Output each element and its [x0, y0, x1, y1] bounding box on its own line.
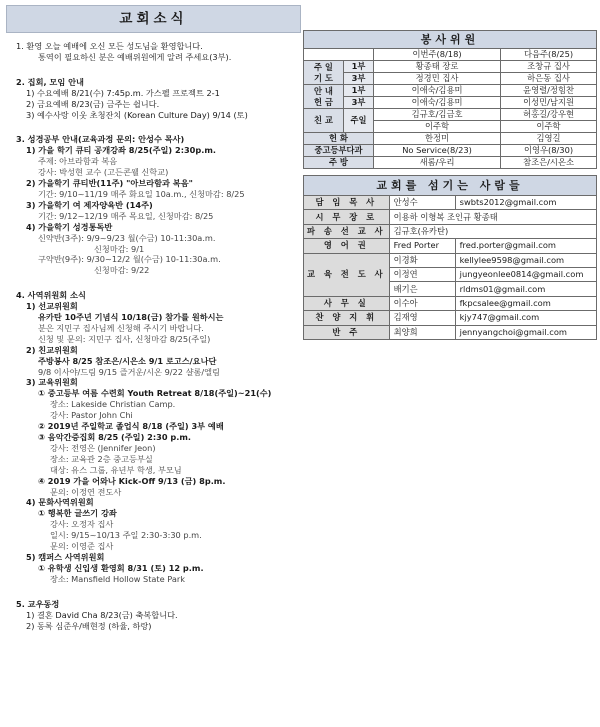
- staff-name: 최양희: [389, 325, 455, 339]
- news-line: 장소: Mansfield Hollow State Park: [50, 573, 185, 584]
- news-section-bible-study: [6, 134, 301, 276]
- youth-snack-category: 중고등부다과: [304, 145, 374, 157]
- service-sub: 1부: [344, 61, 374, 73]
- news-line: 2) 가을학기 큐티반(11주) "아브라함과 복음": [26, 178, 193, 189]
- service-cell: 이주학: [501, 121, 597, 133]
- church-news-column: [6, 5, 301, 631]
- service-cell: 정경민 집사: [374, 73, 501, 85]
- news-line: ② 2019년 주일학교 졸업식 8/18 (주일) 3부 예배: [38, 421, 224, 432]
- staff-email: fred.porter@gmail.com: [455, 239, 596, 253]
- news-line: 통역이 필요하신 분은 예배위원에게 알려 주세요(3부).: [38, 51, 232, 62]
- service-sub: 주일: [344, 109, 374, 133]
- news-line: 문의: 이영준 집사: [50, 541, 114, 552]
- next-week-header: 다음주(8/25): [501, 49, 597, 61]
- service-cell: 황종태 장로: [374, 61, 501, 73]
- news-line: 9/8 이사야/드림 9/15 즐거운/시온 9/22 샬롬/엘림: [38, 366, 220, 377]
- staff-email: swbts2012@gmail.com: [455, 196, 596, 210]
- service-cell: 조창규 집사: [501, 61, 597, 73]
- service-cell: 이주학: [374, 121, 501, 133]
- news-line: 강사: 전영은 (Jennifer Jeon): [50, 442, 156, 453]
- news-line: 4) 문화사역위원회: [26, 497, 94, 508]
- staff-role: 영 어 권: [304, 239, 390, 253]
- staff-email: kellylee9598@gmail.com: [455, 253, 596, 267]
- news-line: 장소: Lakeside Christian Camp.: [50, 399, 176, 410]
- staff-name: 이용하 이형복 조인규 황종태: [389, 210, 596, 224]
- staff-table: [303, 175, 597, 340]
- news-line: 1. 환영 오늘 예배에 오신 모든 성도님을 환영합니다.: [16, 41, 203, 51]
- service-cell: 참조은/시온소: [501, 157, 597, 169]
- staff-email: jennyangchoi@gmail.com: [455, 325, 596, 339]
- news-line: 강사: 박성현 교수 (고든콘웰 신학교): [38, 167, 169, 178]
- news-section-meetings: [6, 77, 301, 121]
- staff-name: Fred Porter: [389, 239, 455, 253]
- news-line: ① 유학생 신입생 환영회 8/31 (토) 12 p.m.: [38, 562, 204, 573]
- staff-name: 김재영: [389, 311, 455, 325]
- usher-category: 안 내 헌 금: [304, 85, 344, 109]
- staff-name: 안성수: [389, 196, 455, 210]
- service-cell: No Service(8/23): [374, 145, 501, 157]
- service-cell: 새롬/우리: [374, 157, 501, 169]
- staff-name: 이수아: [389, 296, 455, 310]
- welcome-text: 환영 오늘 예배에 오신 모든 성도님을 환영합니다.: [26, 41, 203, 51]
- news-line: ① 행복한 글쓰기 강좌: [38, 508, 117, 519]
- news-line: 신청마감: 9/1: [94, 243, 145, 254]
- service-title: 봉사위원: [304, 31, 597, 49]
- news-line: 2) 금요예배 8/23(금) 금주는 쉽니다.: [26, 98, 160, 109]
- staff-email: kjy747@gmail.com: [455, 311, 596, 325]
- service-sub: 3부: [344, 73, 374, 85]
- news-line: 5) 캠퍼스 사역위원회: [26, 551, 105, 562]
- service-cell: 김규호/김금호: [374, 109, 501, 121]
- staff-email: jungyeonlee0814@gmail.com: [455, 267, 596, 281]
- church-news-title: 교회소식: [6, 5, 301, 33]
- service-cell: 허홍길/강우현: [501, 109, 597, 121]
- news-line: 강사: 오정자 집사: [50, 519, 114, 530]
- news-line: 분은 지민구 집사님께 신청해 주시기 바랍니다.: [38, 322, 204, 333]
- news-line: 3) 예수사랑 이웃 초청잔치 (Korean Culture Day) 9/14 (토): [26, 109, 248, 120]
- staff-name: 이경화: [389, 253, 455, 267]
- service-cell: 윤영렬/정힘찬: [501, 85, 597, 97]
- service-cell: 한정미: [374, 133, 501, 145]
- section-title: 4. 사역위원회 소식: [16, 290, 86, 301]
- fellowship-category: 친 교: [304, 109, 344, 133]
- news-line: 기간: 9/10~11/19 매주 화요일 10a.m., 신청마감: 8/25: [38, 188, 245, 199]
- service-sub: 1부: [344, 85, 374, 97]
- news-line: ③ 음악간증집회 8/25 (주일) 2:30 p.m.: [38, 432, 191, 442]
- news-line: 2) 친교위원회: [26, 344, 78, 355]
- section-title: 2. 집회, 모임 안내: [16, 76, 84, 87]
- service-sub: 3부: [344, 97, 374, 109]
- news-line: 1) 결혼 David Cha 8/23(금) 축복합니다.: [26, 609, 178, 620]
- news-line: 1) 가을 학기 큐티 공개강좌 8/25(주일) 2:30p.m.: [26, 145, 216, 156]
- staff-role: 반 주: [304, 325, 390, 339]
- staff-role: 교 육 전 도 사: [304, 253, 390, 296]
- header-blank: [304, 49, 374, 61]
- news-line: 주제: 아브라함과 복음: [38, 156, 118, 167]
- service-cell: 김영길: [501, 133, 597, 145]
- news-line: 1) 수요예배 8/21(수) 7:45p.m. 가스펠 프로젝트 2-1: [26, 87, 220, 98]
- staff-role: 사 무 실: [304, 296, 390, 310]
- this-week-header: 이번주(8/18): [374, 49, 501, 61]
- service-cell: 이성민/남지원: [501, 97, 597, 109]
- news-section-members: [6, 599, 301, 632]
- news-line: 문의: 이정연 전도사: [50, 486, 122, 497]
- news-line: 구약반(9주): 9/30~12/2 월(수금) 10-11:30a.m.: [38, 254, 221, 265]
- news-line: ① 중고등부 여름 수련회 Youth Retreat 8/18(주일)~21(수): [38, 388, 272, 399]
- staff-role: 찬 양 지 휘: [304, 311, 390, 325]
- news-line: 강사: Pastor John Chi: [50, 410, 133, 421]
- news-line: 장소: 교육관 2층 중고등부실: [50, 453, 153, 464]
- news-line: 기간: 9/12~12/19 매주 목요일, 신청마감: 8/25: [38, 210, 214, 221]
- news-line: 유카탄 10주년 기념식 10/18(금) 참가를 원하시는: [38, 312, 224, 323]
- service-cell: 이영우(8/30): [501, 145, 597, 157]
- news-line: 1) 선교위원회: [26, 301, 78, 312]
- prayer-category: 주 일 기 도: [304, 61, 344, 85]
- news-line: 대상: 유스 그룹, 유년부 학생, 부모님: [50, 464, 182, 475]
- staff-role: 파 송 선 교 사: [304, 224, 390, 238]
- news-line: 3) 가을학기 여 제자양육반 (14주): [26, 199, 153, 210]
- kitchen-category: 주 방: [304, 157, 374, 169]
- flower-category: 헌 화: [304, 133, 374, 145]
- news-section-ministry: [6, 290, 301, 584]
- news-line: 4) 가을학기 성경통독반: [26, 221, 113, 232]
- service-column: [303, 30, 597, 340]
- staff-title: 교회를 섬기는 사람들: [304, 176, 597, 196]
- news-line: 3) 교육위원회: [26, 377, 78, 388]
- news-line: 주방봉사 8/25 참조은/시은소 9/1 로고스/요나단: [38, 355, 217, 366]
- news-line: 신약반(3주): 9/9~9/23 월(수금) 10-11:30a.m.: [38, 232, 216, 243]
- service-cell: 하은동 집사: [501, 73, 597, 85]
- staff-name: 이정연: [389, 267, 455, 281]
- staff-name: 배기은: [389, 282, 455, 296]
- staff-email: fkpcsalee@gmail.com: [455, 296, 596, 310]
- news-line: 신청 및 문의: 지민구 집사, 신청마감 8/25(주일): [38, 333, 211, 344]
- service-cell: 이애숙/김용미: [374, 97, 501, 109]
- news-line: ④ 2019 가을 어와나 Kick-Off 9/13 (금) 8p.m.: [38, 475, 226, 486]
- section-title: 5. 교우동정: [16, 598, 60, 609]
- news-line: 일시: 9/15~10/13 주일 2:30-3:30 p.m.: [50, 530, 202, 541]
- news-line: 2) 동록 심준우/배현정 (하율, 하랑): [26, 620, 152, 631]
- section-title: 3. 성경공부 안내(교육과정 문의: 안성수 목사): [16, 134, 185, 145]
- staff-role: 담 임 목 사: [304, 196, 390, 210]
- staff-role: 시 무 장 로: [304, 210, 390, 224]
- service-table: [303, 30, 597, 169]
- staff-name: 김규호(유카탄): [389, 224, 596, 238]
- staff-email: rldms01@gmail.com: [455, 282, 596, 296]
- news-line: 신청마감: 9/22: [94, 265, 150, 276]
- news-section-welcome: [6, 41, 301, 63]
- service-cell: 이애숙/김용미: [374, 85, 501, 97]
